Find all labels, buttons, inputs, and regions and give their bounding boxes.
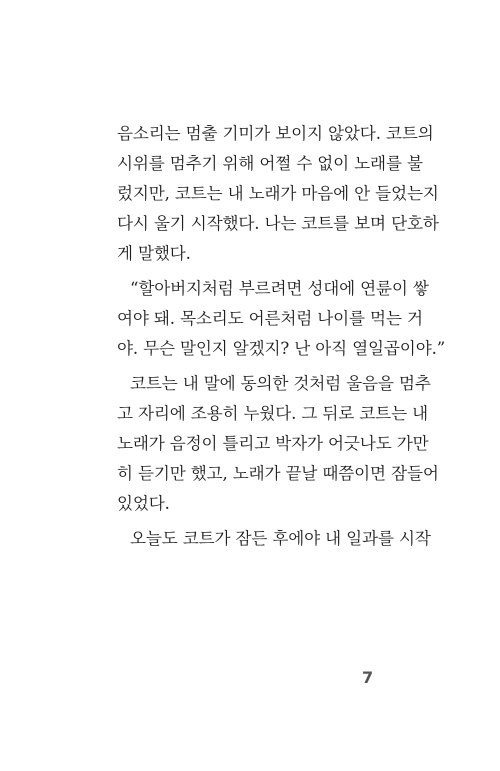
text-line: 야. 무슨 말인지 알겠지? 난 아직 열일곱이야.” xyxy=(117,339,446,358)
text-line: 게 말했다. xyxy=(117,244,191,263)
text-line: 노래가 음정이 틀리고 박자가 어긋나도 가만 xyxy=(117,434,429,453)
text-line: 렀지만, 코트는 내 노래가 마음에 안 들었는지 xyxy=(117,184,439,203)
text-line: 코트는 내 말에 동의한 것처럼 울음을 멈추 xyxy=(130,374,431,393)
text-line: 음소리는 멈출 기미가 보이지 않았다. 코트의 xyxy=(117,124,434,143)
text-line: “할아버지처럼 부르려면 성대에 연륜이 쌓 xyxy=(130,279,429,298)
page-number: 7 xyxy=(362,668,374,687)
paragraph xyxy=(117,119,439,269)
text-line: 히 듣기만 했고, 노래가 끝날 때쯤이면 잠들어 xyxy=(117,464,439,483)
text-line: 여야 돼. 목소리도 어른처럼 나이를 먹는 거 xyxy=(117,309,423,328)
text-line: 다시 울기 시작했다. 나는 코트를 보며 단호하 xyxy=(117,214,439,233)
paragraph xyxy=(117,369,439,519)
text-line: 오늘도 코트가 잠든 후에야 내 일과를 시작 xyxy=(130,529,431,548)
paragraph xyxy=(117,524,431,554)
paragraph xyxy=(117,274,446,364)
text-line: 시위를 멈추기 위해 어쩔 수 없이 노래를 불 xyxy=(117,154,423,173)
text-line: 고 자리에 조용히 누웠다. 그 뒤로 코트는 내 xyxy=(117,404,428,423)
body-text xyxy=(117,119,446,554)
text-line: 있었다. xyxy=(117,494,170,513)
